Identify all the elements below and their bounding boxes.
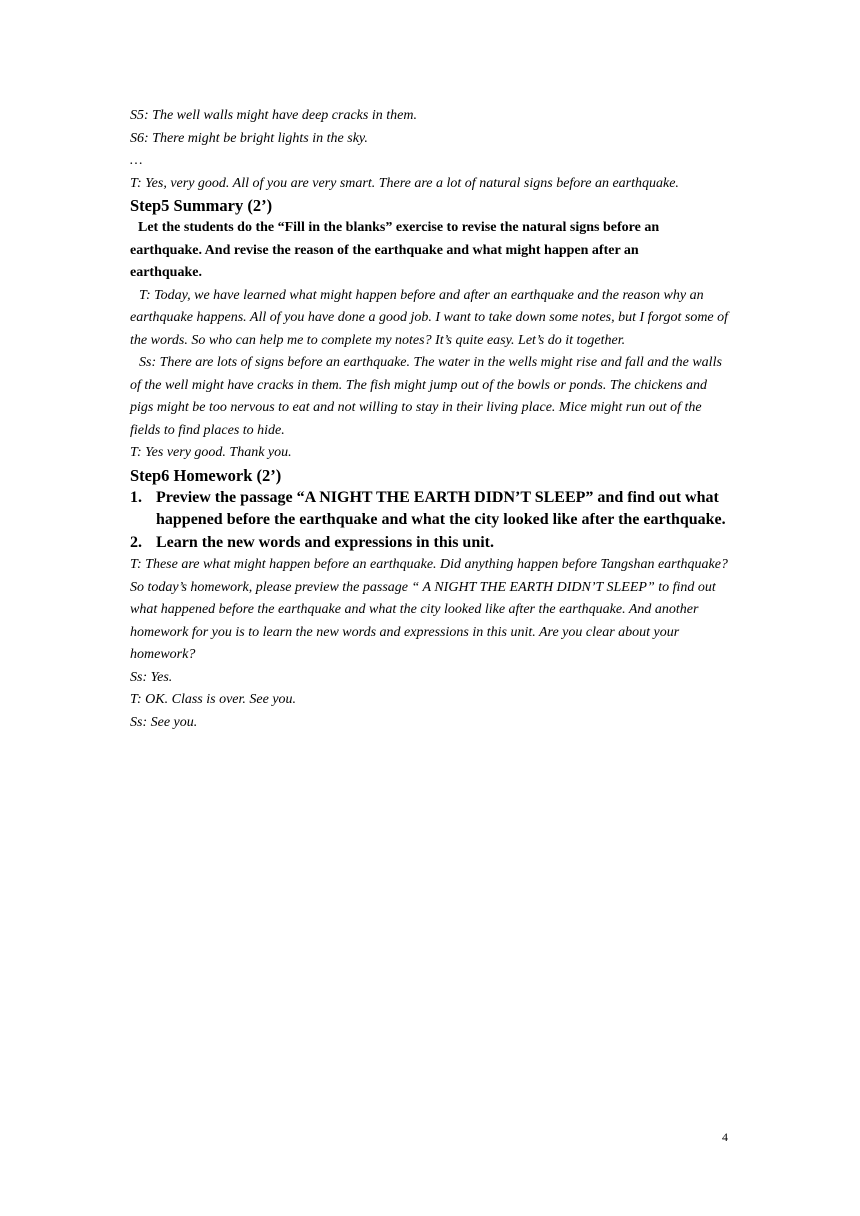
page-number: 4 (722, 1130, 728, 1144)
step5-heading: Step5 Summary (2’) (130, 196, 273, 215)
dialogue-line: T: Yes very good. Thank you. (130, 445, 292, 460)
students-paragraph: Ss: There are lots of signs before an earthquake. The water in the wells might rise and fall and the walls of the well might have cracks in them. The fish might jump out of the bowls or ponds. The chickens and pigs might be too nervous to eat and not willing to stay in their living place. Mice might run out of the fields to find places to hide. (130, 355, 722, 438)
homework-list (130, 487, 730, 555)
dialogue-line: S5: The well walls might have deep cracks in them. (130, 108, 417, 123)
step6-heading: Step6 Homework (2’) (130, 465, 282, 485)
teacher-paragraph: T: These are what might happen before an earthquake. Did anything happen before Tangshan earthquake? So today’s homework, please preview the passage “ A NIGHT THE EARTH DIDN’T SLEEP” to find out what happened before the earthquake and what the city looked like after the earthquake. And another homework for you is to learn the new words and expressions in this unit. Are you clear about your homework? (130, 557, 728, 662)
document-body (130, 105, 730, 734)
dialogue-line: T: OK. Class is over. See you. (130, 692, 297, 707)
instruction-line: Let the students do the “Fill in the blanks” exercise to revise the natural signs before an (138, 220, 660, 235)
dialogue-line: Ss: See you. (130, 714, 198, 730)
item-number: 1. (130, 488, 142, 506)
step5-instruction (130, 217, 730, 285)
item-text: Preview the passage “A NIGHT THE EARTH DIDN’T SLEEP” and find out what happened before the earthquake and what the city looked like after the earthquake. (156, 488, 726, 528)
instruction-line: earthquake. (130, 265, 202, 280)
instruction-line: earthquake. And revise the reason of the earthquake and what might happen after an (130, 242, 639, 258)
dialogue-line: S6: There might be bright lights in the sky. (130, 130, 368, 146)
dialogue-line: Ss: Yes. (130, 669, 173, 685)
dialogue-line: T: Yes, very good. All of you are very smart. There are a lot of natural signs before an earthquake. (130, 175, 679, 191)
ellipsis-line: … (130, 153, 143, 168)
homework-item (130, 487, 730, 532)
item-number: 2. (130, 533, 142, 551)
teacher-paragraph: T: Today, we have learned what might happen before and after an earthquake and the reason why an earthquake happens. All of you have done a good job. I want to take down some notes, but I forgot some of the words. So who can help me to complete my notes? It’s quite easy. Let’s do it together. (130, 287, 729, 348)
homework-item (130, 532, 730, 555)
item-text: Learn the new words and expressions in this unit. (156, 533, 494, 551)
